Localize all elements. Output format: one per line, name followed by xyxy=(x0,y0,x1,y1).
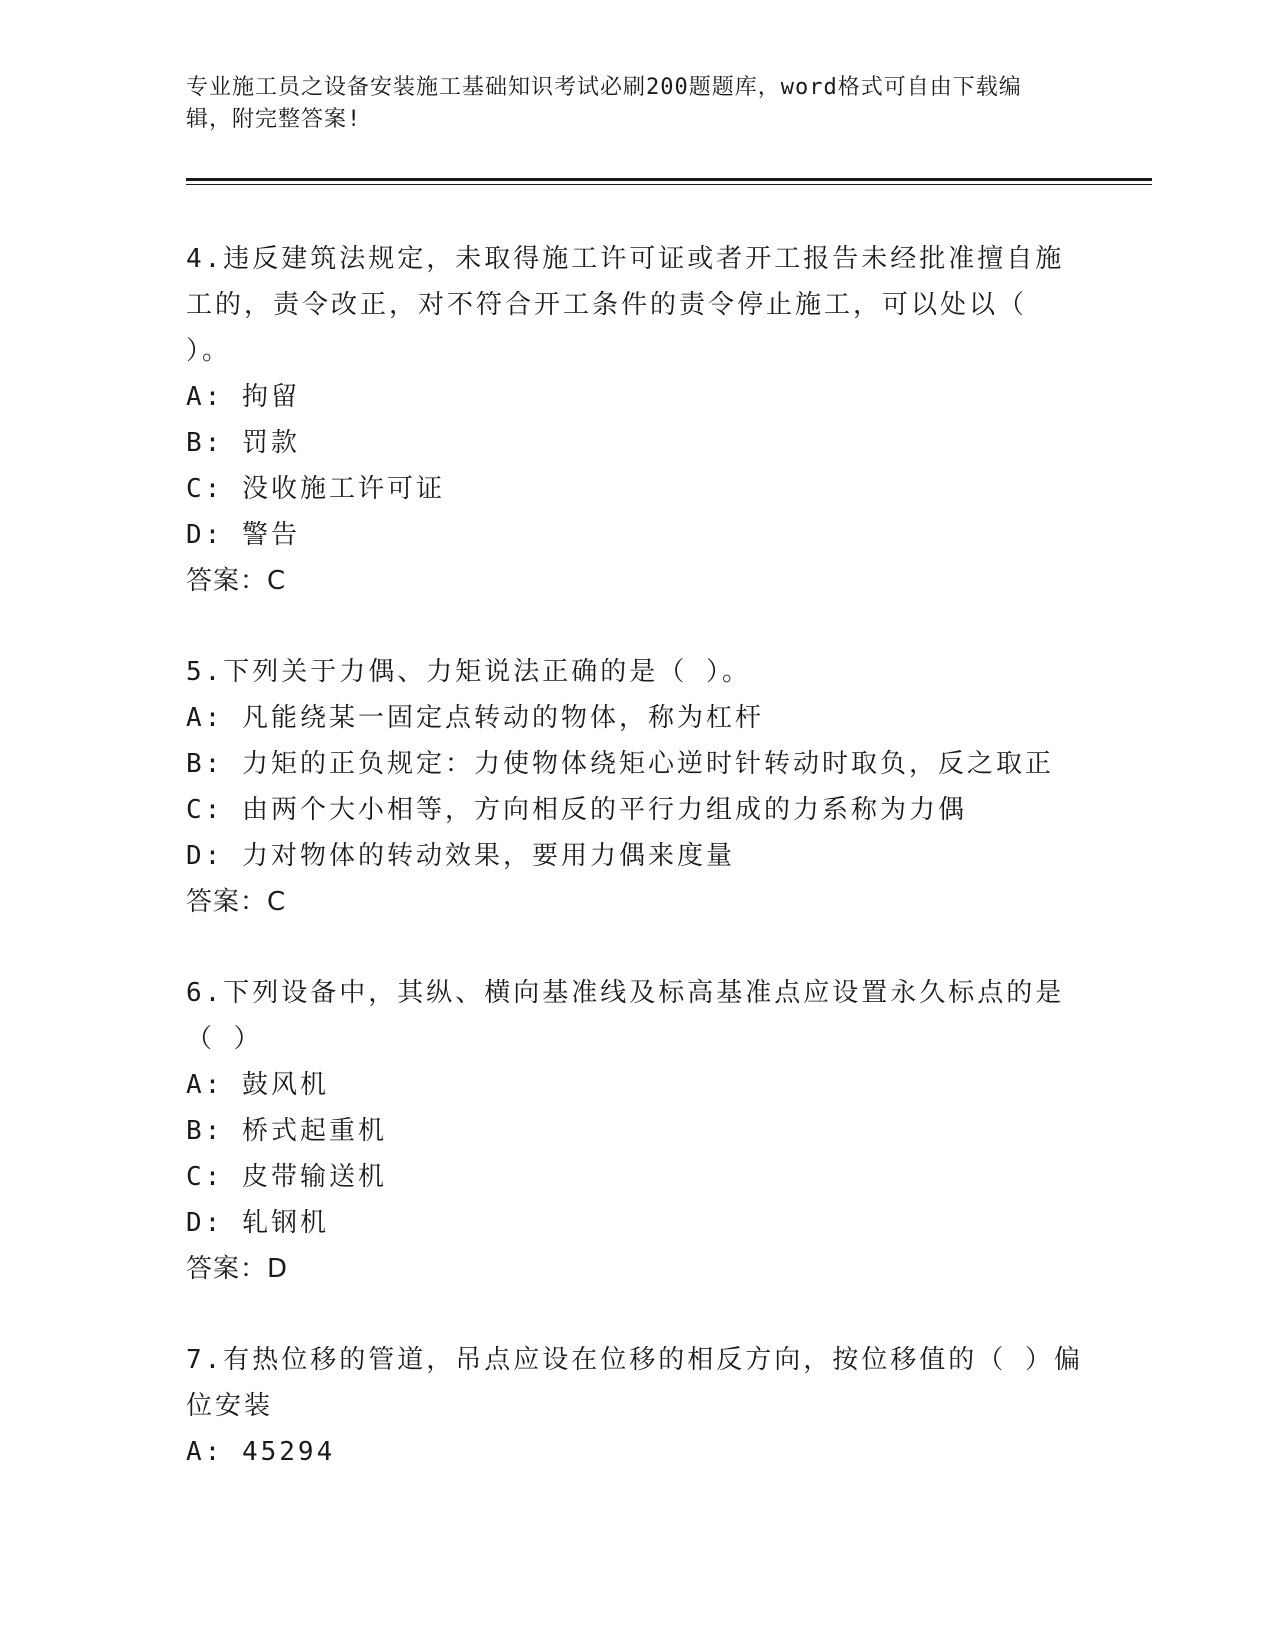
option-b: B: 力矩的正负规定：力使物体绕矩心逆时针转动时取负，反之取正 xyxy=(186,749,1054,779)
option-d: D: 力对物体的转动效果，要用力偶来度量 xyxy=(186,841,735,871)
question-stem: 7.有热位移的管道，吊点应设在位移的相反方向，按位移值的（ ）偏位安装 xyxy=(186,1345,1083,1421)
header-divider-thick xyxy=(186,178,1152,181)
option-b: B: 桥式起重机 xyxy=(186,1116,387,1146)
option-a: A: 拘留 xyxy=(186,382,300,412)
document-header: 专业施工员之设备安装施工基础知识考试必刷200题题库，word格式可自由下载编辑，附完整答案! xyxy=(186,75,1022,132)
question-7 xyxy=(186,1337,1086,1475)
question-list xyxy=(186,236,1086,1520)
option-a: A: 鼓风机 xyxy=(186,1070,329,1100)
question-stem: 4.违反建筑法规定，未取得施工许可证或者开工报告未经批准擅自施工的，责令改正，对不符合开工条件的责令停止施工，可以处以（ ）。 xyxy=(186,244,1065,366)
option-c: C: 由两个大小相等，方向相反的平行力组成的力系称为力偶 xyxy=(186,795,967,825)
answer: 答案：D xyxy=(186,1254,289,1284)
option-d: D: 轧钢机 xyxy=(186,1208,329,1238)
option-c: C: 皮带输送机 xyxy=(186,1162,387,1192)
option-c: C: 没收施工许可证 xyxy=(186,474,445,504)
option-b: B: 罚款 xyxy=(186,428,300,458)
option-d: D: 警告 xyxy=(186,520,300,550)
option-a: A: 凡能绕某一固定点转动的物体，称为杠杆 xyxy=(186,703,764,733)
question-6 xyxy=(186,970,1086,1292)
question-5 xyxy=(186,649,1086,925)
question-4 xyxy=(186,236,1086,604)
header-divider-thin xyxy=(186,184,1152,185)
question-stem: 5.下列关于力偶、力矩说法正确的是（ ）。 xyxy=(186,657,751,687)
answer: 答案：C xyxy=(186,566,287,596)
answer: 答案：C xyxy=(186,887,287,917)
question-stem: 6.下列设备中，其纵、横向基准线及标高基准点应设置永久标点的是（ ） xyxy=(186,978,1065,1054)
option-a: A: 45294 xyxy=(186,1437,336,1467)
